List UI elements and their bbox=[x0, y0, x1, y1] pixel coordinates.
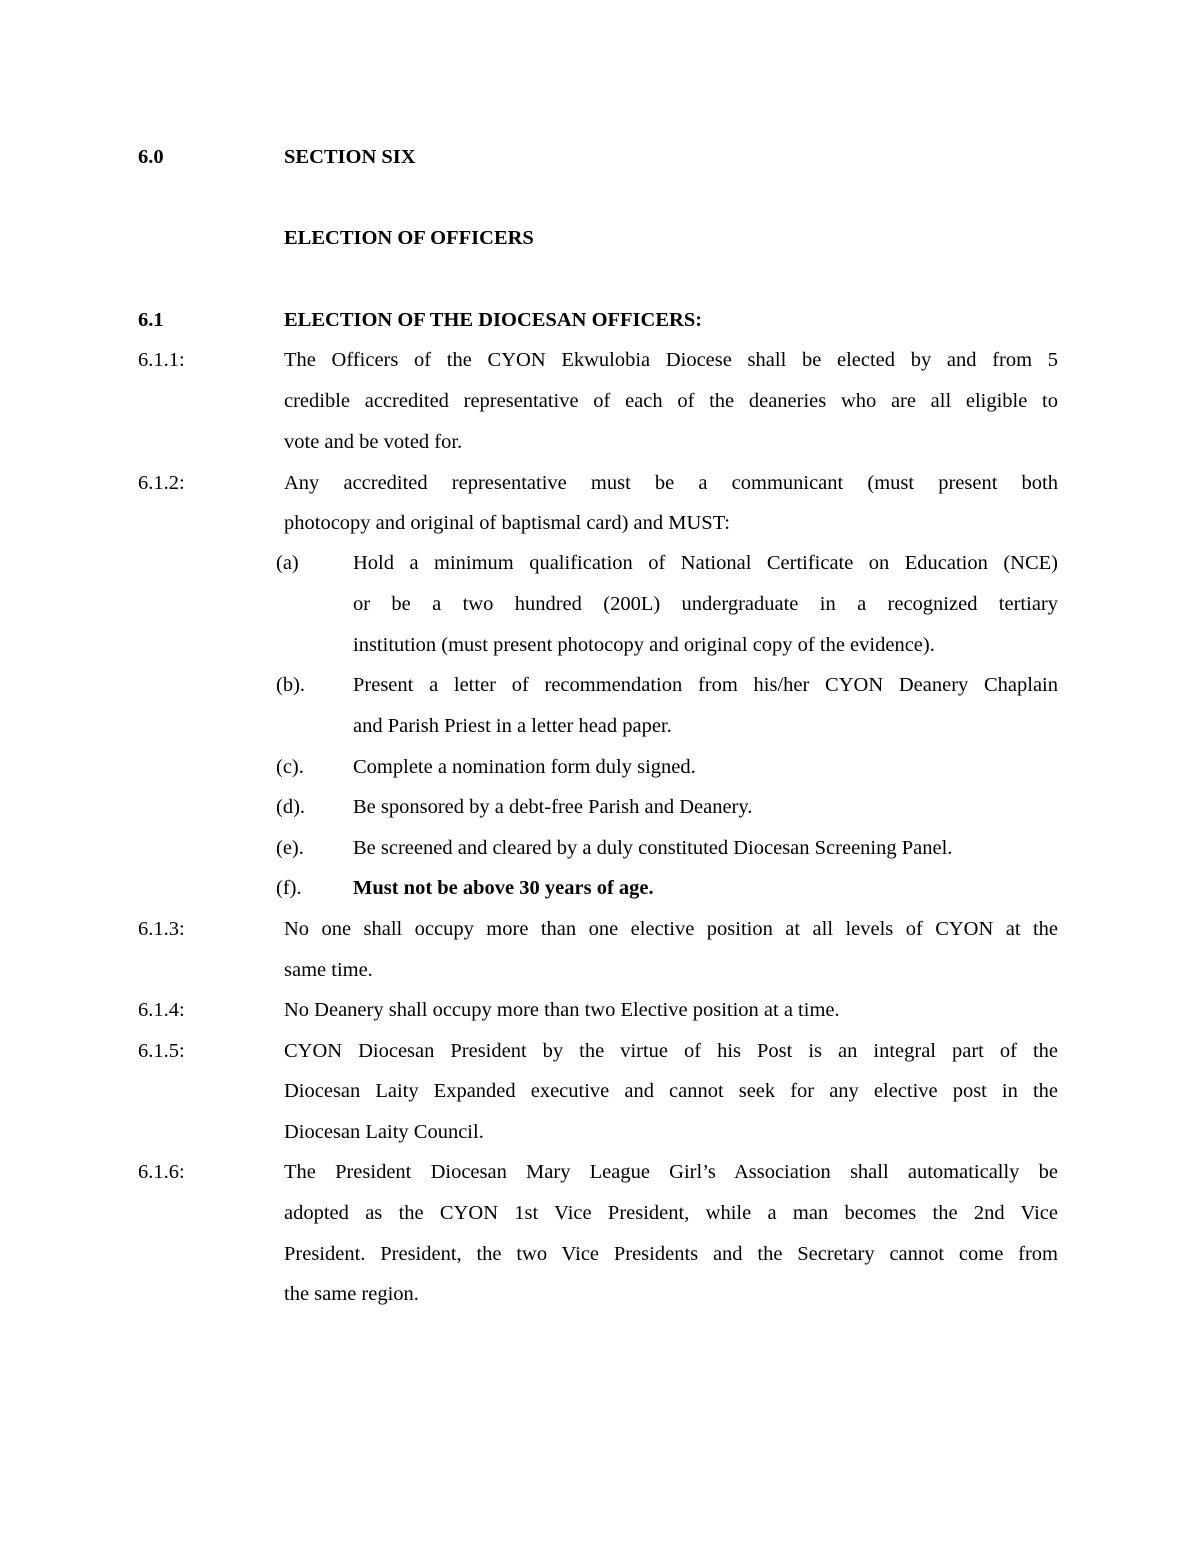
clause-number-613: 6.1.3: bbox=[138, 918, 185, 940]
clause-text-613-line2: same time. bbox=[284, 959, 373, 981]
item-text-d: Be sponsored by a debt-free Parish and Deanery. bbox=[353, 796, 753, 818]
item-label-f: (f). bbox=[276, 877, 302, 899]
section-title: SECTION SIX bbox=[284, 146, 416, 168]
clause-text-616-line3: President. President, the two Vice Presidents and the Secretary cannot come from bbox=[284, 1243, 1058, 1265]
clause-text-616-line2: adopted as the CYON 1st Vice President, while a man becomes the 2nd Vice bbox=[284, 1202, 1058, 1224]
clause-text-616-line4: the same region. bbox=[284, 1283, 419, 1305]
clause-text-615-line3: Diocesan Laity Council. bbox=[284, 1121, 484, 1143]
item-text-c: Complete a nomination form duly signed. bbox=[353, 756, 696, 778]
clause-text-611-line2: credible accredited representative of each of the deaneries who are all eligible to bbox=[284, 390, 1058, 412]
clause-number-612: 6.1.2: bbox=[138, 472, 185, 494]
item-text-a-line3: institution (must present photocopy and original copy of the evidence). bbox=[353, 634, 935, 656]
section-number: 6.0 bbox=[138, 146, 164, 168]
clause-number-615: 6.1.5: bbox=[138, 1040, 185, 1062]
clause-text-612-line1: Any accredited representative must be a communicant (must present both bbox=[284, 472, 1058, 494]
clause-text-616-line1: The President Diocesan Mary League Girl’s Association shall automatically be bbox=[284, 1161, 1058, 1183]
section-subtitle: ELECTION OF OFFICERS bbox=[284, 227, 534, 249]
item-text-b-line2: and Parish Priest in a letter head paper. bbox=[353, 715, 672, 737]
clause-text-614: No Deanery shall occupy more than two Elective position at a time. bbox=[284, 999, 840, 1021]
item-text-a-line2: or be a two hundred (200L) undergraduate in a recognized tertiary bbox=[353, 593, 1058, 615]
item-text-f: Must not be above 30 years of age. bbox=[353, 877, 654, 899]
clause-text-611-line3: vote and be voted for. bbox=[284, 431, 463, 453]
item-text-a-line1: Hold a minimum qualification of National Certificate on Education (NCE) bbox=[353, 552, 1058, 574]
item-label-d: (d). bbox=[276, 796, 306, 818]
subsection-number: 6.1 bbox=[138, 309, 164, 331]
item-text-e: Be screened and cleared by a duly constituted Diocesan Screening Panel. bbox=[353, 837, 953, 859]
clause-number-611: 6.1.1: bbox=[138, 349, 185, 371]
clause-text-613-line1: No one shall occupy more than one elective position at all levels of CYON at the bbox=[284, 918, 1058, 940]
clause-number-614: 6.1.4: bbox=[138, 999, 185, 1021]
clause-text-615-line1: CYON Diocesan President by the virtue of his Post is an integral part of the bbox=[284, 1040, 1058, 1062]
subsection-title: ELECTION OF THE DIOCESAN OFFICERS: bbox=[284, 309, 703, 331]
item-text-b-line1: Present a letter of recommendation from his/her CYON Deanery Chaplain bbox=[353, 674, 1058, 696]
clause-text-612-line2: photocopy and original of baptismal card) and MUST: bbox=[284, 512, 730, 534]
clause-text-615-line2: Diocesan Laity Expanded executive and cannot seek for any elective post in the bbox=[284, 1080, 1058, 1102]
item-label-b: (b). bbox=[276, 674, 306, 696]
item-label-c: (c). bbox=[276, 756, 304, 778]
item-label-e: (e). bbox=[276, 837, 304, 859]
item-label-a: (a) bbox=[276, 552, 299, 574]
clause-number-616: 6.1.6: bbox=[138, 1161, 185, 1183]
clause-text-611-line1: The Officers of the CYON Ekwulobia Diocese shall be elected by and from 5 bbox=[284, 349, 1058, 371]
